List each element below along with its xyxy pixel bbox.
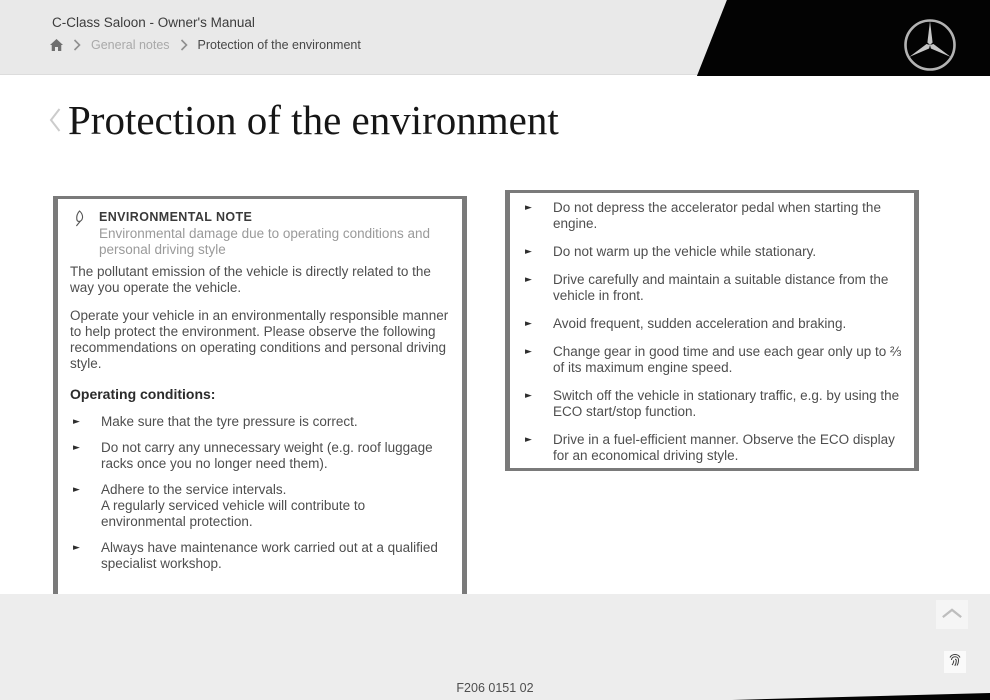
fingerprint-icon xyxy=(948,653,962,672)
triangle-bullet-icon: ► xyxy=(525,347,532,357)
note-subtitle: Environmental damage due to operating conditions and personal driving style xyxy=(99,226,430,257)
bullet-text: Make sure that the tyre pressure is correct. xyxy=(101,414,358,429)
paragraph: Operate your vehicle in an environmentally responsible manner to help protect the environment. Please observe the following recommendations on operating conditions and personal driving style. xyxy=(70,308,449,371)
triangle-bullet-icon: ► xyxy=(525,275,532,285)
list-item xyxy=(522,344,902,376)
triangle-bullet-icon: ► xyxy=(525,247,532,257)
breadcrumb-section[interactable]: General notes xyxy=(91,38,170,52)
bullet-text: Do not carry any unnecessary weight (e.g. roof luggage racks once you no longer need them). xyxy=(101,440,433,471)
bullet-text: Drive in a fuel-efficient manner. Observe the ECO display for an economical driving style. xyxy=(553,432,895,463)
list-item xyxy=(522,388,902,420)
breadcrumb xyxy=(50,38,361,52)
brand-band xyxy=(690,0,990,76)
triangle-bullet-icon: ► xyxy=(73,543,80,553)
list-item xyxy=(522,272,902,304)
list-item xyxy=(522,200,902,232)
bullet-subtext: A regularly serviced vehicle will contribute to environmental protection. xyxy=(101,498,366,529)
bullet-text: Adhere to the service intervals. xyxy=(101,482,287,497)
list-item xyxy=(70,482,450,530)
figure-code: F206 0151 02 xyxy=(456,681,534,695)
note-label: ENVIRONMENTAL NOTE xyxy=(99,210,253,224)
bullet-text: Avoid frequent, sudden acceleration and braking. xyxy=(553,316,847,331)
triangle-bullet-icon: ► xyxy=(73,443,80,453)
list-item xyxy=(522,432,902,464)
bullet-text: Switch off the vehicle in stationary traffic, e.g. by using the ECO start/stop function. xyxy=(553,388,900,419)
chevron-right-icon xyxy=(73,39,81,51)
list-item xyxy=(522,316,902,332)
list-item xyxy=(70,540,450,572)
driving-tips-box xyxy=(505,190,919,471)
triangle-bullet-icon: ► xyxy=(73,485,80,495)
list-item xyxy=(70,440,450,472)
triangle-bullet-icon: ► xyxy=(73,417,80,427)
page-title-row xyxy=(48,96,559,144)
bullet-text: Change gear in good time and use each gear only up to ⅔ of its maximum engine speed. xyxy=(553,344,902,375)
bullet-text: Always have maintenance work carried out at a qualified specialist workshop. xyxy=(101,540,438,571)
scroll-to-top-button[interactable] xyxy=(936,600,968,629)
mercedes-star-icon xyxy=(902,17,958,78)
chevron-right-icon xyxy=(180,39,188,51)
privacy-settings-button[interactable] xyxy=(944,651,966,673)
home-icon[interactable] xyxy=(50,39,63,51)
triangle-bullet-icon: ► xyxy=(525,435,532,445)
list-item xyxy=(70,414,450,430)
triangle-bullet-icon: ► xyxy=(525,203,532,213)
bullet-text: Do not depress the accelerator pedal when starting the engine. xyxy=(553,200,881,231)
paragraph: The pollutant emission of the vehicle is directly related to the way you operate the vehicle. xyxy=(70,264,431,295)
leaf-icon xyxy=(72,210,85,232)
bullet-text: Drive carefully and maintain a suitable distance from the vehicle in front. xyxy=(553,272,889,303)
breadcrumb-current: Protection of the environment xyxy=(197,38,361,52)
triangle-bullet-icon: ► xyxy=(525,391,532,401)
triangle-bullet-icon: ► xyxy=(525,319,532,329)
chevron-up-icon xyxy=(941,606,963,624)
list-item xyxy=(522,244,902,260)
page-title: Protection of the environment xyxy=(68,97,559,143)
environmental-note-box xyxy=(53,196,467,594)
bullet-text: Do not warm up the vehicle while stationary. xyxy=(553,244,817,259)
section-heading-operating-conditions: Operating conditions: xyxy=(70,386,216,402)
app-title: C-Class Saloon - Owner's Manual xyxy=(52,15,255,30)
chevron-left-icon[interactable] xyxy=(48,106,62,134)
environmental-note-header xyxy=(70,209,450,258)
